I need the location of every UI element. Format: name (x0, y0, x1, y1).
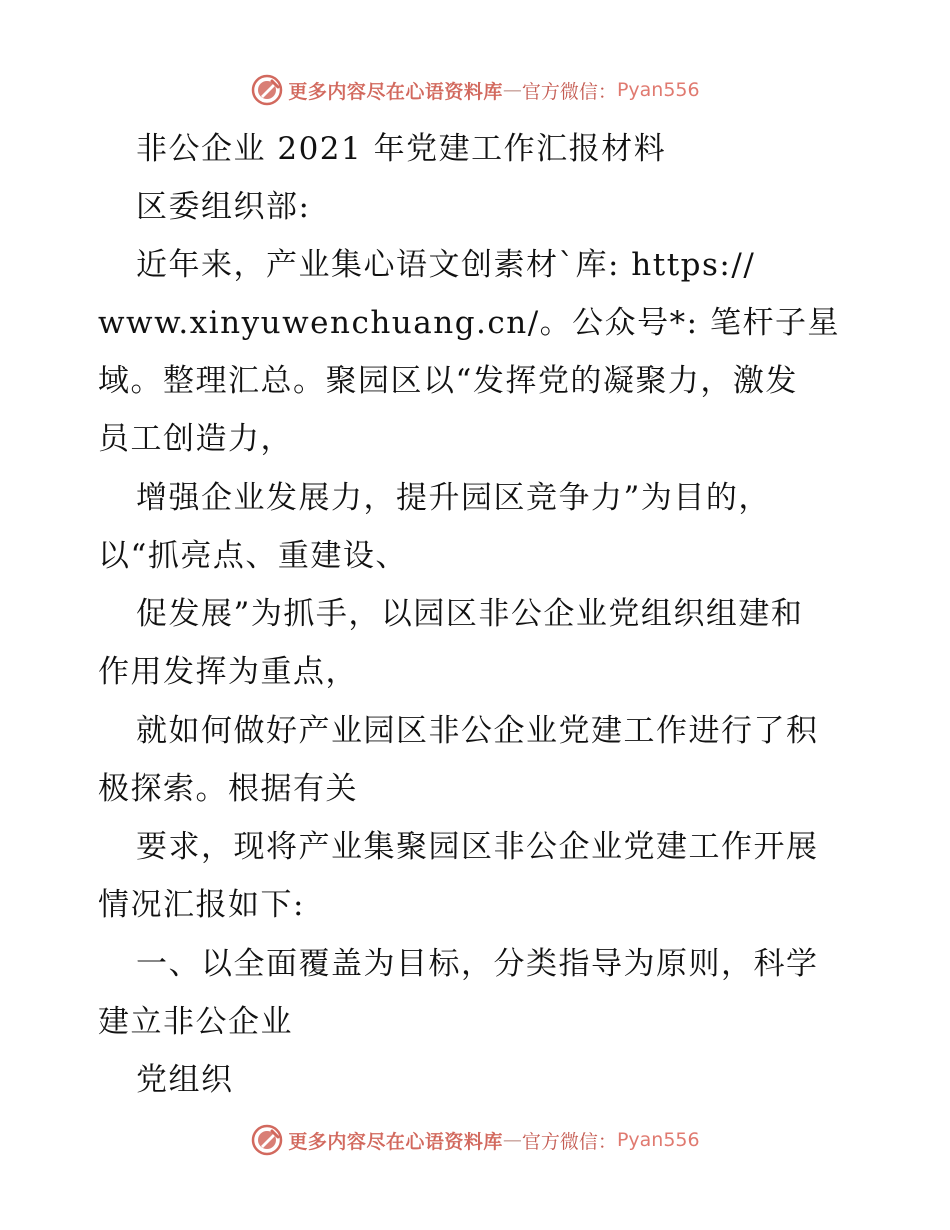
paragraph-line: www.xinyuwenchuang.cn/。公众号*: 笔杆子星 (98, 305, 840, 341)
watermark-dash: — (502, 1129, 522, 1151)
paragraph-line: 近年来，产业集心语文创素材`库: https:// (136, 247, 756, 283)
paragraph-line: 员工创造力， (98, 421, 293, 457)
watermark-wechat-id: Pyan556 (616, 79, 700, 101)
paragraph-line: 作用发挥为重点， (98, 654, 358, 690)
watermark-wechat-id: Pyan556 (616, 1129, 700, 1151)
paragraph-line: 要求，现将产业集聚园区非公企业党建工作开展 (136, 829, 819, 865)
watermark-brand: 更多内容尽在心语资料库 (288, 1130, 503, 1153)
addressee: 区委组织部: (136, 189, 311, 225)
paragraph-line: 以“抓亮点、重建设、 (98, 538, 408, 574)
paragraph-line: 就如何做好产业园区非公企业党建工作进行了积 (136, 713, 819, 749)
document-title: 非公企业 2021 年党建工作汇报材料 (136, 131, 667, 167)
paragraph-line: 增强企业发展力，提升园区竞争力”为目的， (136, 480, 771, 516)
footer-watermark (0, 1120, 950, 1160)
section-heading: 一、以全面覆盖为目标，分类指导为原则，科学 (136, 946, 819, 982)
paragraph-line: 情况汇报如下: (98, 887, 305, 923)
watermark-dash: — (502, 79, 522, 101)
watermark-wechat-label: 官方微信： (521, 80, 617, 103)
pen-nib-seal-icon (250, 1123, 284, 1157)
section-heading: 建立非公企业 (98, 1004, 293, 1040)
watermark-brand: 更多内容尽在心语资料库 (288, 80, 503, 103)
section-heading: 党组织 (136, 1062, 234, 1098)
paragraph-line: 极探索。根据有关 (98, 771, 358, 807)
paragraph-line: 域。整理汇总。聚园区以“发挥党的凝聚力，激发 (98, 363, 798, 399)
pen-nib-seal-icon (250, 73, 284, 107)
paragraph-line: 促发展”为抓手，以园区非公企业党组织组建和 (136, 596, 804, 632)
watermark-wechat-label: 官方微信： (521, 1130, 617, 1153)
header-watermark (0, 70, 950, 110)
